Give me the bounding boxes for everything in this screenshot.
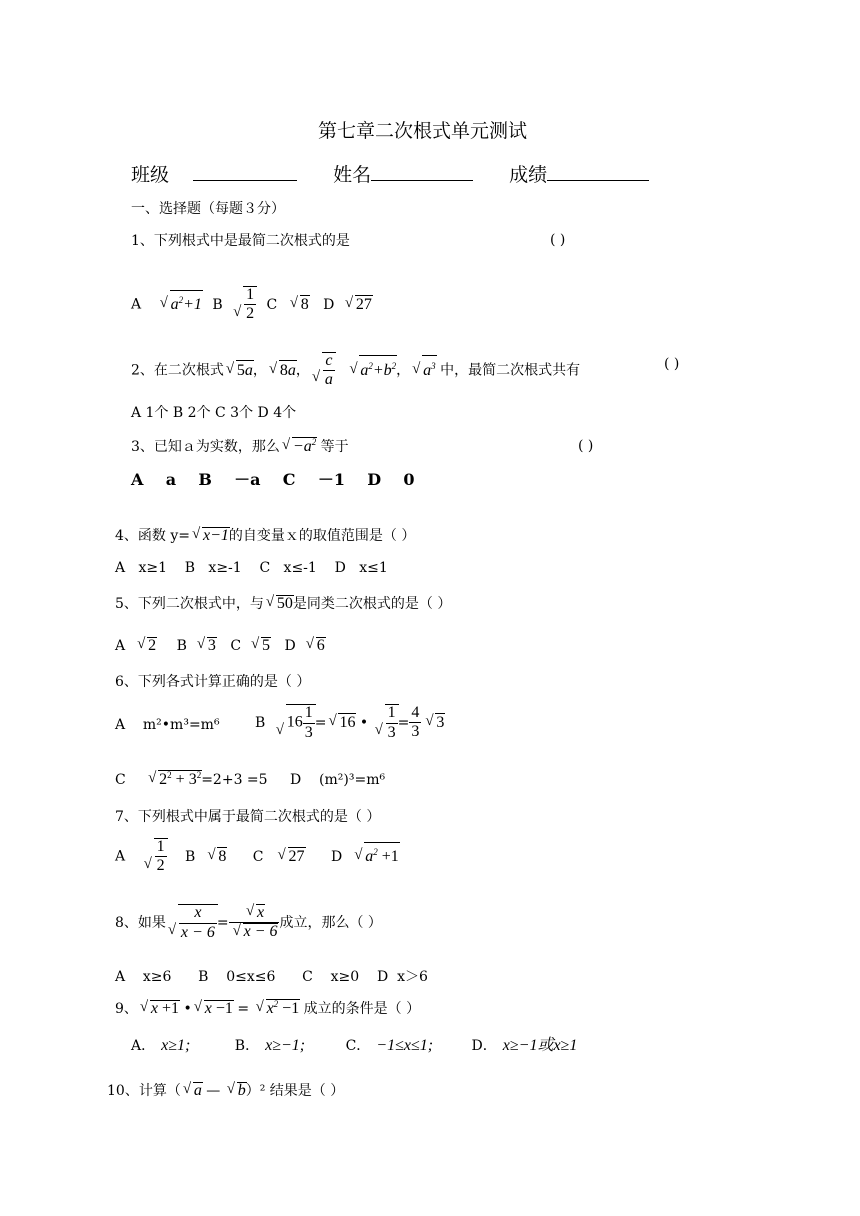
q3-options: A a B －a C －1 D 0 bbox=[131, 470, 415, 489]
name-label: 姓名 bbox=[333, 164, 372, 186]
q7-stem: 7、下列根式中属于最简二次根式的是（ ） bbox=[115, 809, 381, 825]
q6-option-a: A m²•m³=m⁶ bbox=[115, 717, 220, 733]
q8-stem: 8、如果 √ $\frac{x}{x - 6}$ = √ x √ x − 6 成立，那么（ ） bbox=[115, 903, 382, 941]
score-blank[interactable] bbox=[547, 162, 649, 181]
q5-stem: 5、下列二次根式中，与 √ 50是同类二次根式的是（ ） bbox=[115, 594, 452, 612]
q9-options: A． x≥1; B． x≥−1; C． −1≤x≤1; D． x≥−1或x≥1 bbox=[131, 1037, 578, 1054]
q1-paren: ( ) bbox=[550, 232, 566, 248]
q1-options: A √ $a^2+1$ B √ $\frac{1}{2}$ C √ 8 D √ 27 bbox=[131, 286, 372, 323]
section-heading: 一、选择题（每题３分） bbox=[131, 201, 285, 217]
q10-stem: 10、计算（ √ a — √ b）² 结果是（ ） bbox=[107, 1081, 345, 1099]
q4-options: A x≥1 B x≥-1 C x≤-1 D x≤1 bbox=[115, 560, 388, 576]
name-blank[interactable] bbox=[371, 162, 473, 181]
q6-stem: 6、下列各式计算正确的是（ ） bbox=[115, 674, 311, 690]
q6-option-c-d: C √ $2^2 + 3^2=2+3 =5$ D (m²)³=m⁶ bbox=[115, 770, 386, 788]
score-label: 成绩 bbox=[509, 164, 548, 186]
q7-options: A √ $\frac{1}{2}$ B √ 8 C √ 27 D √ $a^2 +1$ bbox=[115, 838, 399, 875]
q9-stem: 9、 √ x +1 • √ x −1 = √ $x^2 -1$ 成立的条件是（ ） bbox=[115, 999, 421, 1017]
q2-options: A 1个 B 2个 C 3个 D 4个 bbox=[131, 405, 297, 421]
q3-stem: 3、已知ａ为实数，那么 √ $-a^2$ 等于 bbox=[131, 437, 349, 455]
q1-stem: 1、下列根式中是最简二次根式的是 bbox=[131, 233, 350, 249]
page-title: 第七章二次根式单元测试 bbox=[318, 120, 528, 142]
q8-options: A x≥6 B 0≤x≤6 C x≥0 D x＞6 bbox=[115, 969, 428, 985]
class-blank[interactable] bbox=[193, 162, 297, 181]
q2-paren: ( ) bbox=[664, 356, 680, 372]
header-fields bbox=[131, 160, 649, 187]
q2-stem: 2、在二次根式 √ 5a， √ 8a， √ $\frac{c}{a}$ √ $a^2+b^2$， √ $a^3$ 中，最简二次根式共有 bbox=[131, 352, 581, 389]
q6-option-b: B √ 16 $\frac{1}{3}$ = √ 16 • √ $\frac{1}{3}$ = $\frac{4}{3}$ √ 3 bbox=[255, 704, 445, 741]
q5-options: A √ 2 B √ 3 C √ 5 D √ 6 bbox=[115, 636, 325, 654]
class-label: 班级 bbox=[131, 164, 170, 186]
q4-stem: 4、函数 y= √ x−1的自变量ｘ的取值范围是（ ） bbox=[115, 526, 416, 544]
q3-paren: ( ) bbox=[578, 438, 594, 454]
